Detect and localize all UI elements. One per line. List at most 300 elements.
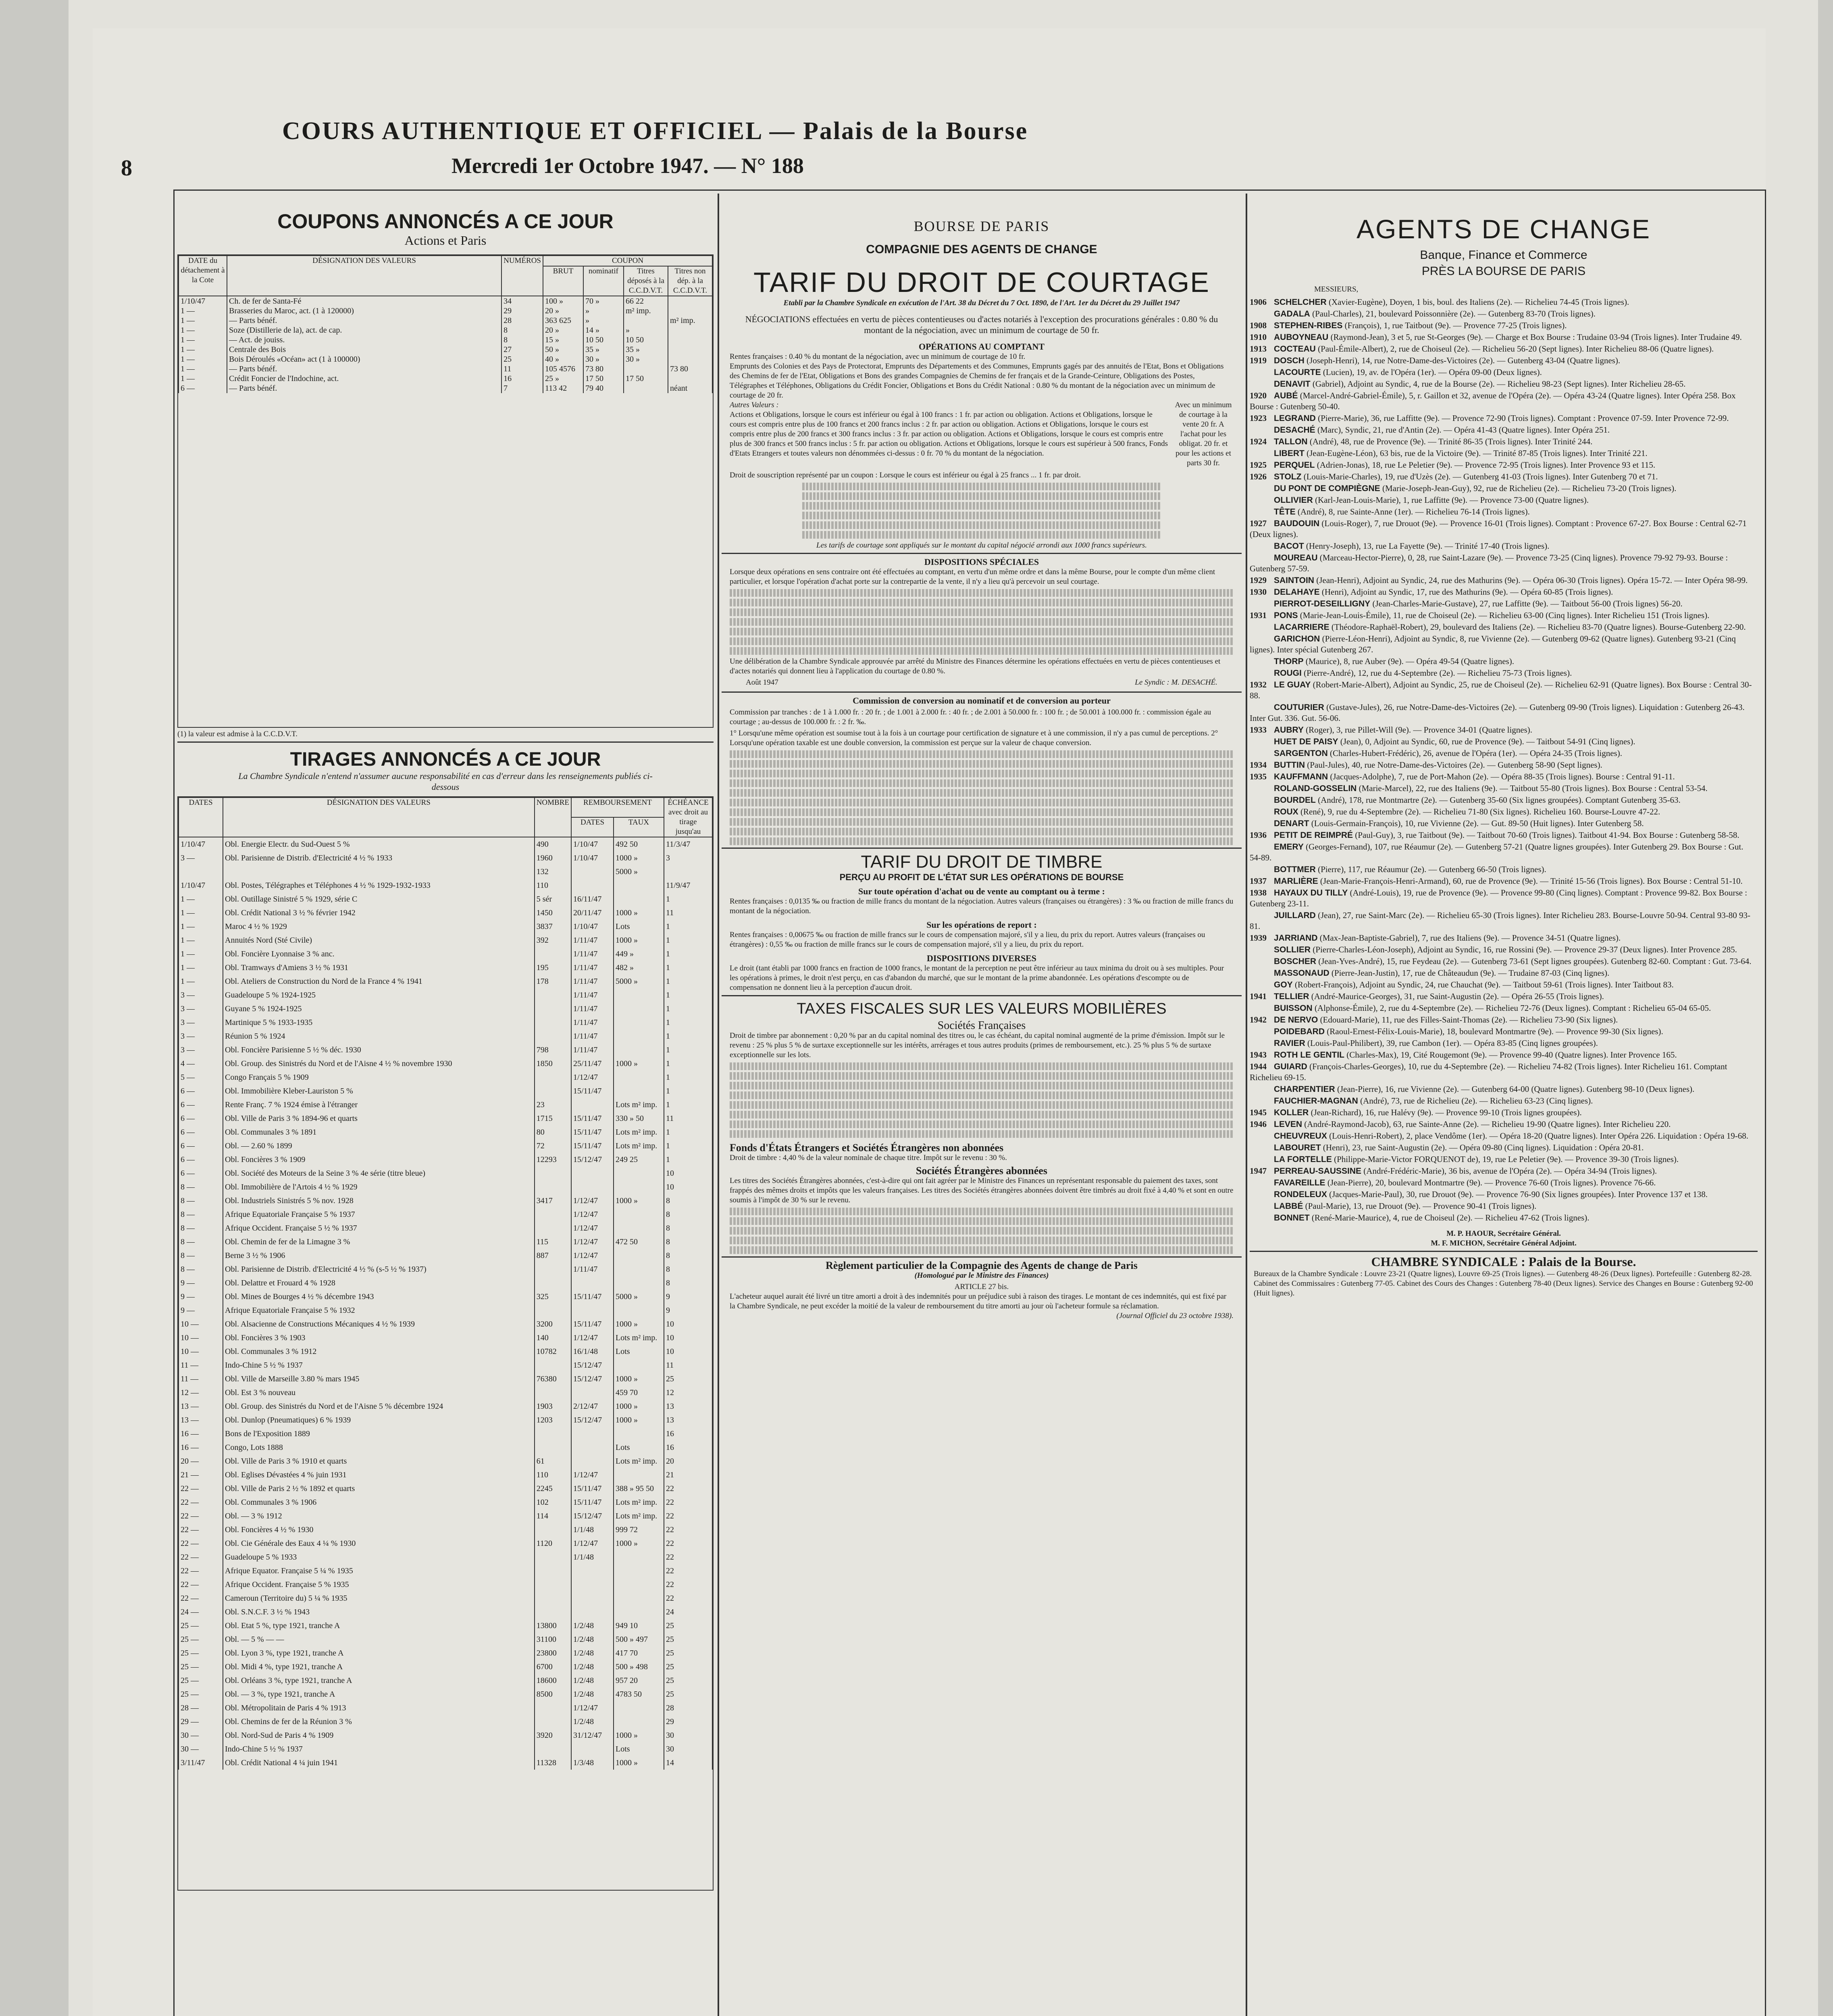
table-row: [179, 1660, 712, 1674]
tirage-echeance: 22: [664, 1537, 712, 1550]
tirage-taux: 949 10: [614, 1619, 664, 1633]
tirage-remb-date: 1/11/47: [571, 1043, 614, 1057]
list-item: [1250, 448, 1754, 459]
coupon-number: 16: [501, 374, 543, 383]
agent-name: SCHELCHER: [1274, 298, 1327, 307]
tirage-taux: 1000 »: [614, 1413, 664, 1427]
agent-details: (Pierre-Charles-Léon-Joseph), Adjoint au Syndic, 16, rue Rossini (9e). — Provence 29-37 (Deux lignes). Inter Provence 285.: [1311, 945, 1737, 954]
timbre-subtitle: PERÇU AU PROFIT DE L'ÉTAT SUR LES OPÉRATIONS DE BOURSE: [839, 872, 1124, 882]
reglement-article: ARTICLE 27 bis.: [954, 1283, 1009, 1291]
list-item: [1250, 944, 1754, 955]
coupon-number: 25: [501, 354, 543, 364]
tirage-taux: Lots m² imp.: [614, 1454, 664, 1468]
tirage-remb-date: 15/11/47: [571, 1084, 614, 1098]
agent-name: PERREAU-SAUSSINE: [1274, 1166, 1362, 1176]
reglement-subtitle: (Homologué par le Ministre des Finances): [914, 1271, 1049, 1280]
tirage-echeance: 8: [664, 1235, 712, 1249]
table-row: [179, 1400, 712, 1413]
agent-details: (André), 48, rue de Provence (9e). — Trinité 86-35 (Trois lignes). Inter Trinité 244.: [1307, 437, 1593, 446]
table-row: [179, 1070, 712, 1084]
tirage-name: Obl. Postes, Télégraphes et Téléphones 4 ½ % 1929-1932-1933: [223, 879, 535, 892]
tirage-echeance: 30: [664, 1742, 712, 1756]
table-row: [179, 316, 712, 325]
tirage-taux: [614, 1249, 664, 1262]
tirage-nombre: [535, 1427, 571, 1441]
list-item: [1250, 933, 1754, 943]
tirage-date: 6 —: [179, 1166, 223, 1180]
tirage-remb-date: [571, 1742, 614, 1756]
coupon-date: 1 —: [179, 325, 227, 335]
tirage-nombre: 1850: [535, 1057, 571, 1070]
table-row: [179, 1276, 712, 1290]
agent-name: GADALA: [1274, 309, 1310, 319]
table-row: [179, 1180, 712, 1194]
agent-details: (Pierre-Léon-Henri), Adjoint au Syndic, 8, rue Vivienne (2e). — Gutenberg 09-62 (Quatre lignes). Gutenberg 93-21 (Cinq lignes). Inter spécial Gutenberg 267.: [1250, 634, 1736, 654]
tirage-date: 9 —: [179, 1276, 223, 1290]
tirage-remb-date: 1/11/47: [571, 1029, 614, 1043]
list-item: [1250, 1212, 1754, 1223]
tirage-remb-date: 16/11/47: [571, 892, 614, 906]
tirage-nombre: [535, 1578, 571, 1591]
tirage-nombre: 490: [535, 837, 571, 851]
tirage-taux: Lots m² imp.: [614, 1509, 664, 1523]
tirage-nombre: 1960: [535, 851, 571, 865]
agent-name: SAINTOIN: [1274, 576, 1314, 585]
coupon-non-deposes: [668, 306, 712, 316]
tirage-name: Obl. Ateliers de Construction du Nord de la France 4 % 1941: [223, 975, 535, 988]
list-item: [1250, 495, 1754, 506]
list-item: [1250, 679, 1754, 701]
tirage-taux: 1000 »: [614, 1756, 664, 1770]
agent-name: CHARPENTIER: [1274, 1085, 1335, 1094]
tirage-name: Maroc 4 ½ % 1929: [223, 920, 535, 933]
tirage-echeance: 16: [664, 1427, 712, 1441]
tirage-echeance: 1: [664, 933, 712, 947]
tirage-echeance: 1: [664, 988, 712, 1002]
tirage-remb-date: 15/12/47: [571, 1509, 614, 1523]
tirage-date: 8 —: [179, 1180, 223, 1194]
agent-details: (René-Marie-Maurice), 4, rue de Choiseul (2e). — Richelieu 47-62 (Trois lignes).: [1309, 1213, 1590, 1223]
tirage-taux: 500 » 498: [614, 1660, 664, 1674]
tirage-nombre: 798: [535, 1043, 571, 1057]
coupon-name: Ch. de fer de Santa-Fé: [227, 296, 501, 306]
coupon-number: 7: [501, 383, 543, 393]
coupon-number: 27: [501, 345, 543, 354]
table-row: [179, 1194, 712, 1208]
tirage-echeance: 9: [664, 1290, 712, 1304]
table-row: [179, 1687, 712, 1701]
list-item: [1250, 1166, 1754, 1177]
agent-details: (Gabriel), Adjoint au Syndic, 4, rue de la Bourse (2e). — Richelieu 98-23 (Sept lignes). Inter Richelieu 28-65.: [1310, 379, 1686, 389]
tirage-nombre: 2245: [535, 1482, 571, 1495]
list-item: [1250, 1084, 1754, 1095]
coupon-date: 1 —: [179, 364, 227, 374]
agent-year: 1926: [1250, 472, 1267, 481]
list-item: [1250, 332, 1754, 343]
tirage-taux: 500 » 497: [614, 1633, 664, 1646]
column-rule-2: [1246, 194, 1247, 2016]
tirage-remb-date: 1/10/47: [571, 837, 614, 851]
agent-name: PETIT DE REIMPRÉ: [1274, 831, 1353, 840]
list-item: [1250, 471, 1754, 482]
tirage-echeance: 3: [664, 851, 712, 865]
company-heading: COMPAGNIE DES AGENTS DE CHANGE: [866, 243, 1097, 256]
tirage-nombre: 10782: [535, 1345, 571, 1358]
tirage-echeance: 1: [664, 1125, 712, 1139]
tirage-name: Martinique 5 % 1933-1935: [223, 1016, 535, 1029]
coupon-deposes: »: [624, 325, 668, 335]
tirage-remb-date: 1/1/48: [571, 1523, 614, 1537]
agent-details: (Théodore-Raphaël-Robert), 29, boulevard des Italiens (2e). — Richelieu 83-70 (Quatre lignes). Bourse-Gutenberg 22-90.: [1329, 622, 1746, 632]
coupon-non-deposes: 73 80: [668, 364, 712, 374]
tirage-nombre: 23800: [535, 1646, 571, 1660]
tirage-date: 22 —: [179, 1578, 223, 1591]
deliberation-text: Une délibération de la Chambre Syndicale approuvée par arrêté du Ministre des Finances détermine les opérations effectuées en vertu de pièces contentieuses et d'actes notariés qui donnent lieu à l'application du courtage de 0.80 %.: [730, 657, 1221, 675]
tirage-taux: 1000 »: [614, 1057, 664, 1070]
speciales-heading: DISPOSITIONS SPÉCIALES: [924, 557, 1039, 567]
tirage-nombre: [535, 1002, 571, 1016]
list-item: [1250, 1050, 1754, 1060]
table-row: [179, 1386, 712, 1400]
tirages-title: TIRAGES ANNONCÉS A CE JOUR: [290, 749, 601, 770]
tirage-remb-date: 15/11/47: [571, 1495, 614, 1509]
tirage-nombre: 12293: [535, 1153, 571, 1166]
tirage-nombre: 3200: [535, 1317, 571, 1331]
table-row: [179, 1427, 712, 1441]
agent-details: (Charles-Hubert-Frédéric), 26, avenue de l'Opéra (1er). — Opéra 24-35 (Trois lignes).: [1327, 748, 1622, 758]
tirage-echeance: 1: [664, 1139, 712, 1153]
tirage-date: 28 —: [179, 1701, 223, 1715]
table-row: [179, 1674, 712, 1687]
list-item: [1250, 1201, 1754, 1212]
tirage-taux: Lots: [614, 920, 664, 933]
column-rule-1: [718, 194, 719, 2016]
tirage-name: Obl. Ville de Paris 3 % 1894-96 et quarts: [223, 1112, 535, 1125]
list-item: [1250, 1061, 1754, 1083]
tirage-remb-date: [571, 1578, 614, 1591]
tirage-date: 22 —: [179, 1591, 223, 1605]
tirage-date: 6 —: [179, 1098, 223, 1112]
coupon-date: 6 —: [179, 383, 227, 393]
tirage-remb-date: 1/2/48: [571, 1687, 614, 1701]
agent-details: (François), 1, rue Taitbout (9e). — Provence 77-25 (Trois lignes).: [1342, 321, 1567, 330]
tirage-nombre: [535, 988, 571, 1002]
tirage-name: Obl. Eglises Dévastées 4 % juin 1931: [223, 1468, 535, 1482]
agent-details: (Jean-Richard), 16, rue Halévy (9e). — Provence 99-10 (Trois lignes groupées).: [1309, 1108, 1582, 1117]
table-row: [179, 1002, 712, 1016]
tirage-date: 3 —: [179, 1043, 223, 1057]
coupon-brut: 363 625: [543, 316, 583, 325]
agent-details: (François-Charles-Georges), 10, rue du 4-Septembre (2e). — Richelieu 74-82 (Trois lignes). Inter Richelieu 161. Comptant Richelieu 69-15.: [1250, 1062, 1727, 1082]
tirage-echeance: 1: [664, 1070, 712, 1084]
agent-details: (Pierre-André), 12, rue du 4-Septembre (2e). — Richelieu 75-73 (Trois lignes).: [1301, 668, 1572, 678]
tirage-nombre: 18600: [535, 1674, 571, 1687]
diverses-heading: DISPOSITIONS DIVERSES: [926, 953, 1037, 963]
list-item: [1250, 320, 1754, 331]
coupons-table-body: [179, 296, 712, 393]
agent-details: (Xavier-Eugène), Doyen, 1 bis, boul. des Italiens (2e). — Richelieu 74-45 (Trois lignes).: [1326, 297, 1629, 307]
tirage-date: 3 —: [179, 1002, 223, 1016]
speciales-text: Lorsque deux opérations en sens contraire ont été effectuées au comptant, en vertu d'un même ordre et dans la même Bourse, pour le compte d'un même client particulier, et lorsque l'opération d'achat porte sur la contrepartie de la vente, il n'y a lieu qu'à percevoir un seul courtage.: [730, 568, 1215, 586]
agent-year: 1943: [1250, 1050, 1267, 1060]
tirage-taux: 1000 »: [614, 1194, 664, 1208]
coupon-deposes: m² imp.: [624, 306, 668, 316]
tirage-name: Obl. Tramways d'Amiens 3 ½ % 1931: [223, 961, 535, 975]
tirage-name: Obl. Chemins de fer de la Réunion 3 %: [223, 1715, 535, 1729]
tirage-nombre: 23: [535, 1098, 571, 1112]
table-row: [179, 306, 712, 316]
agent-year: 1937: [1250, 876, 1267, 886]
tirage-echeance: 29: [664, 1715, 712, 1729]
list-item: [1250, 575, 1754, 586]
table-row: [179, 374, 712, 383]
coupon-deposes: [624, 383, 668, 393]
rentes-text: Rentes françaises : 0.40 % du montant de la négociation, avec un minimum de courtage de 10 fr.: [730, 352, 1026, 361]
table-row: [179, 851, 712, 865]
agent-year: 1923: [1250, 413, 1267, 423]
list-item: [1250, 506, 1754, 517]
tirage-date: 4 —: [179, 1057, 223, 1070]
tirage-name: Afrique Equatoriale Française 5 % 1937: [223, 1208, 535, 1221]
list-item: [1250, 541, 1754, 552]
tirage-echeance: 1: [664, 975, 712, 988]
tirage-name: Cameroun (Territoire du) 5 ¼ % 1935: [223, 1591, 535, 1605]
agent-details: (Pierre), 117, rue Réaumur (2e). — Gutenberg 66-50 (Trois lignes).: [1315, 864, 1546, 874]
agent-name: LEGRAND: [1274, 414, 1316, 423]
table-row: [179, 1153, 712, 1166]
table-row: [179, 345, 712, 354]
agent-year: 1933: [1250, 725, 1267, 735]
tirage-echeance: 1: [664, 920, 712, 933]
souscription-text: Droit de souscription représenté par un coupon : Lorsque le cours est inférieur ou égal à 25 francs ... 1 fr. par droit.: [730, 471, 1081, 479]
table-row: [179, 1729, 712, 1742]
tirage-name: Obl. — 2.60 % 1899: [223, 1139, 535, 1153]
agent-name: ROUGI: [1274, 669, 1302, 678]
tirage-date: 1 —: [179, 920, 223, 933]
agent-year: 1932: [1250, 680, 1267, 689]
report-text: Rentes françaises : 0,00675 ‰ ou fraction de mille francs sur le cours de compensation majoré, s'il y a lieu, du prix du report. Autres valeurs (françaises ou étrangères) : 0,55 ‰ ou fraction de mille francs sur le cours de compensation majoré, s'il y a lieu, du prix du report.: [730, 931, 1205, 949]
tirage-name: Obl. Energie Electr. du Sud-Ouest 5 %: [223, 837, 535, 851]
tirage-echeance: 12: [664, 1386, 712, 1400]
tirage-taux: Lots m² imp.: [614, 1125, 664, 1139]
agent-details: (Louis-Paul-Philibert), 39, rue Cambon (1er). — Opéra 83-85 (Cinq lignes groupées).: [1305, 1038, 1598, 1048]
agent-name: RAVIER: [1274, 1039, 1305, 1048]
agent-details: (Jacques-Marie-Paul), 30, rue Drouot (9e). — Provence 76-90 (Six lignes groupées). Inter Provence 137 et 138.: [1327, 1189, 1708, 1199]
tirage-date: 11 —: [179, 1372, 223, 1386]
coupon-brut: 20 »: [543, 325, 583, 335]
comptant-heading: OPÉRATIONS AU COMPTANT: [918, 342, 1045, 352]
table-row: [179, 1578, 712, 1591]
tirage-echeance: 22: [664, 1509, 712, 1523]
coupon-nominatif: 70 »: [583, 296, 624, 306]
coupon-name: — Parts bénéf.: [227, 316, 501, 325]
tirage-echeance: 8: [664, 1249, 712, 1262]
table-row: [179, 354, 712, 364]
tirage-nombre: 5 sér: [535, 892, 571, 906]
coupon-name: — Parts bénéf.: [227, 383, 501, 393]
coupon-deposes: 17 50: [624, 374, 668, 383]
agent-name: CHEUVREUX: [1274, 1131, 1327, 1141]
tirage-name: Congo Français 5 % 1909: [223, 1070, 535, 1084]
coupon-name: Crédit Foncier de l'Indochine, act.: [227, 374, 501, 383]
agent-name: SOLLIER: [1274, 945, 1311, 954]
agent-details: (Paul-Émile-Albert), 2, rue de Choiseul (2e). — Richelieu 56-20 (Sept lignes). Inter Richelieu 88-06 (Quatre lignes).: [1315, 344, 1714, 354]
tirage-taux: 1000 »: [614, 1372, 664, 1386]
tirage-date: 29 —: [179, 1715, 223, 1729]
coupons-col-numeros: NUMÉROS: [501, 256, 543, 296]
tirage-taux: [614, 1564, 664, 1578]
tirage-remb-date: [571, 1605, 614, 1619]
agent-details: (Jean), 0, Adjoint au Syndic, 60, rue de Provence (9e). — Taitbout 54-91 (Cinq lignes).: [1338, 737, 1635, 746]
list-item: [1250, 633, 1754, 655]
tirage-taux: [614, 1304, 664, 1317]
tirage-date: 13 —: [179, 1413, 223, 1427]
courtage-subtitle: Etabli par la Chambre Syndicale en exécution de l'Art. 38 du Décret du 7 Oct. 1890, de l'Art. 1er du Décret du 29 Juillet 1947: [783, 299, 1180, 307]
tirage-remb-date: 1/12/47: [571, 1221, 614, 1235]
tirage-nombre: 31100: [535, 1633, 571, 1646]
coupon-deposes: [624, 316, 668, 325]
list-item: [1250, 736, 1754, 747]
page-number: 8: [121, 156, 132, 181]
coupon-deposes: [624, 364, 668, 374]
agent-details: (Paul-Marie), 13, rue Drouot (9e). — Provence 90-41 (Trois lignes).: [1303, 1201, 1537, 1211]
coupons-col-coupon: COUPON: [543, 256, 712, 266]
table-row: [179, 1235, 712, 1249]
agent-details: (Marc), Syndic, 21, rue d'Antin (2e). — Opéra 41-43 (Quatre lignes). Inter Opéra 251.: [1315, 425, 1610, 435]
tirage-taux: 449 »: [614, 947, 664, 961]
agent-details: (Jean-Yves-André), 15, rue Feydeau (2e). — Gutenberg 73-61 (Sept lignes groupées). Gutenberg 82-60. Comptant : Gut. 73-64.: [1316, 956, 1752, 966]
list-item: [1250, 1189, 1754, 1200]
table-row: [179, 296, 712, 306]
table-row: [179, 1029, 712, 1043]
tirage-name: Obl. Foncières 4 ½ % 1930: [223, 1523, 535, 1537]
tirage-echeance: 25: [664, 1660, 712, 1674]
tirage-taux: 492 50: [614, 837, 664, 851]
tirage-echeance: 1: [664, 961, 712, 975]
tirage-remb-date: 1/12/47: [571, 1070, 614, 1084]
coupon-brut: 50 »: [543, 345, 583, 354]
tirage-echeance: 25: [664, 1674, 712, 1687]
table-row: [179, 1221, 712, 1235]
table-row: [179, 1249, 712, 1262]
timbre-text: Rentes françaises : 0,0135 ‰ ou fraction de mille francs du montant de la négociation. Autres valeurs (françaises ou étrangères) : 3 ‰ ou fraction de mille francs du montant de la négociation.: [730, 897, 1234, 915]
tirage-name: Guadeloupe 5 % 1933: [223, 1550, 535, 1564]
speciales-more: [722, 589, 1242, 655]
societes-francaises-heading: Sociétés Françaises: [937, 1019, 1026, 1032]
coupon-nominatif: 17 50: [583, 374, 624, 383]
agent-name: FAUCHIER-MAGNAN: [1274, 1096, 1358, 1106]
tirage-echeance: 11/3/47: [664, 837, 712, 851]
tirage-echeance: 22: [664, 1591, 712, 1605]
tirage-nombre: 178: [535, 975, 571, 988]
agent-year: 1906: [1250, 297, 1267, 307]
coupon-name: Bois Déroulés «Océan» act (1 à 100000): [227, 354, 501, 364]
list-item: [1250, 436, 1754, 447]
tirage-remb-date: 15/12/47: [571, 1413, 614, 1427]
tirage-remb-date: 16/1/48: [571, 1345, 614, 1358]
agent-name: PERQUEL: [1274, 460, 1315, 470]
agent-year: 1913: [1250, 344, 1267, 354]
tirage-nombre: [535, 1523, 571, 1537]
coupon-non-deposes: [668, 296, 712, 306]
agent-details: (Louis-Roger), 7, rue Drouot (9e). — Provence 16-01 (Trois lignes). Comptant : Provence 67-27. Box Bourse : Central 62-71 (Deux lignes).: [1250, 519, 1747, 539]
tirage-echeance: 22: [664, 1523, 712, 1537]
tirage-nombre: 1120: [535, 1537, 571, 1550]
table-row: [179, 1208, 712, 1221]
tirage-nombre: [535, 1084, 571, 1098]
table-row: [179, 1125, 712, 1139]
tirage-date: 8 —: [179, 1262, 223, 1276]
tirage-name: Obl. Mines de Bourges 4 ½ % décembre 1943: [223, 1290, 535, 1304]
agent-details: (Marie-Joseph-Jean-Guy), 92, rue de Richelieu (2e). — Richelieu 73-20 (Trois lignes).: [1380, 483, 1677, 493]
coupons-col-designation: DÉSIGNATION DES VALEURS: [227, 256, 501, 296]
list-item: [1250, 1038, 1754, 1049]
coupons-subtitle: Actions et Paris: [404, 233, 487, 248]
agent-year: 1931: [1250, 610, 1267, 620]
tirages-table-body: [179, 837, 712, 1770]
tirage-echeance: 10: [664, 1166, 712, 1180]
coupon-non-deposes: [668, 345, 712, 354]
tirage-name: Obl. Orléans 3 %, type 1921, tranche A: [223, 1674, 535, 1687]
tirage-date: 6 —: [179, 1125, 223, 1139]
tirage-echeance: 8: [664, 1276, 712, 1290]
tirage-date: 5 —: [179, 1070, 223, 1084]
tirage-taux: Lots: [614, 1742, 664, 1756]
tirage-echeance: 1: [664, 947, 712, 961]
tirage-name: Guyane 5 % 1924-1925: [223, 1002, 535, 1016]
coupon-nominatif: 30 »: [583, 354, 624, 364]
tirage-name: Obl. Est 3 % nouveau: [223, 1386, 535, 1400]
tirage-name: Obl. Cie Générale des Eaux 4 ¼ % 1930: [223, 1537, 535, 1550]
tirage-remb-date: 31/12/47: [571, 1729, 614, 1742]
tirage-taux: Lots: [614, 1345, 664, 1358]
tirage-taux: 999 72: [614, 1523, 664, 1537]
table-row: [179, 975, 712, 988]
tirage-taux: [614, 1468, 664, 1482]
table-row: [179, 1331, 712, 1345]
tirage-taux: Lots m² imp.: [614, 1098, 664, 1112]
tirage-remb-date: [571, 1180, 614, 1194]
tirage-taux: [614, 1701, 664, 1715]
agent-name: AUBOYNEAU: [1274, 333, 1329, 342]
list-item: [1250, 771, 1754, 782]
tirage-remb-date: 1/2/48: [571, 1660, 614, 1674]
tirage-nombre: 887: [535, 1249, 571, 1262]
tirage-taux: [614, 1427, 664, 1441]
tirage-name: Guadeloupe 5 % 1924-1925: [223, 988, 535, 1002]
agent-year: 1941: [1250, 991, 1267, 1001]
agent-name: HUET DE PAISY: [1274, 737, 1338, 746]
tirage-remb-date: [571, 1098, 614, 1112]
tirage-echeance: 10: [664, 1331, 712, 1345]
coupon-deposes: 35 »: [624, 345, 668, 354]
table-row: [179, 383, 712, 393]
list-item: [1250, 622, 1754, 633]
tirage-remb-date: [571, 1441, 614, 1454]
list-item: [1250, 818, 1754, 829]
negociations-text: NÉGOCIATIONS effectuées en vertu de pièces contentieuses ou d'actes notariés à l'exception des procurations générales : 0.80 % du montant de la négociation, avec un minimum de courtage de 50 fr.: [745, 314, 1218, 335]
agent-name: POIDEBARD: [1274, 1027, 1325, 1036]
agent-details: (Marie-Marcel), 22, rue des Italiens (9e). — Taitbout 55-80 (Trois lignes). Box Bourse : Central 53-54.: [1357, 783, 1708, 793]
autres-text: Actions et Obligations, lorsque le cours est inférieur ou égal à 100 francs : 1 fr. par action ou obligation. Actions et Obligations, lorsque le cours est compris entre plus de 100 francs et 200 francs inclus : 2 fr. par action ou obligation. Actions et Obligations, lorsque le cours est compris entre plus de 200 francs et 300 francs inclus : 3 fr. par action ou obligation. Actions et Obligations, lorsque le cours est compris entre plus de 300 francs et 500 francs inclus : 5 fr. par action ou obligation. Actions et Obligations, lorsque le cours est supérieur à 500 francs, Fonds d'Etats Etrangers et toutes valeurs non dénommées ci-dessus : 0 fr. 70 % du montant de la négociation.: [730, 410, 1168, 458]
tirage-remb-date: 1/2/48: [571, 1619, 614, 1633]
tirage-remb-date: 1/12/47: [571, 1537, 614, 1550]
tirage-remb-date: [571, 1564, 614, 1578]
tirage-name: Indo-Chine 5 ½ % 1937: [223, 1358, 535, 1372]
tirage-nombre: 132: [535, 865, 571, 879]
agent-year: 1945: [1250, 1108, 1267, 1117]
tirage-date: 25 —: [179, 1633, 223, 1646]
